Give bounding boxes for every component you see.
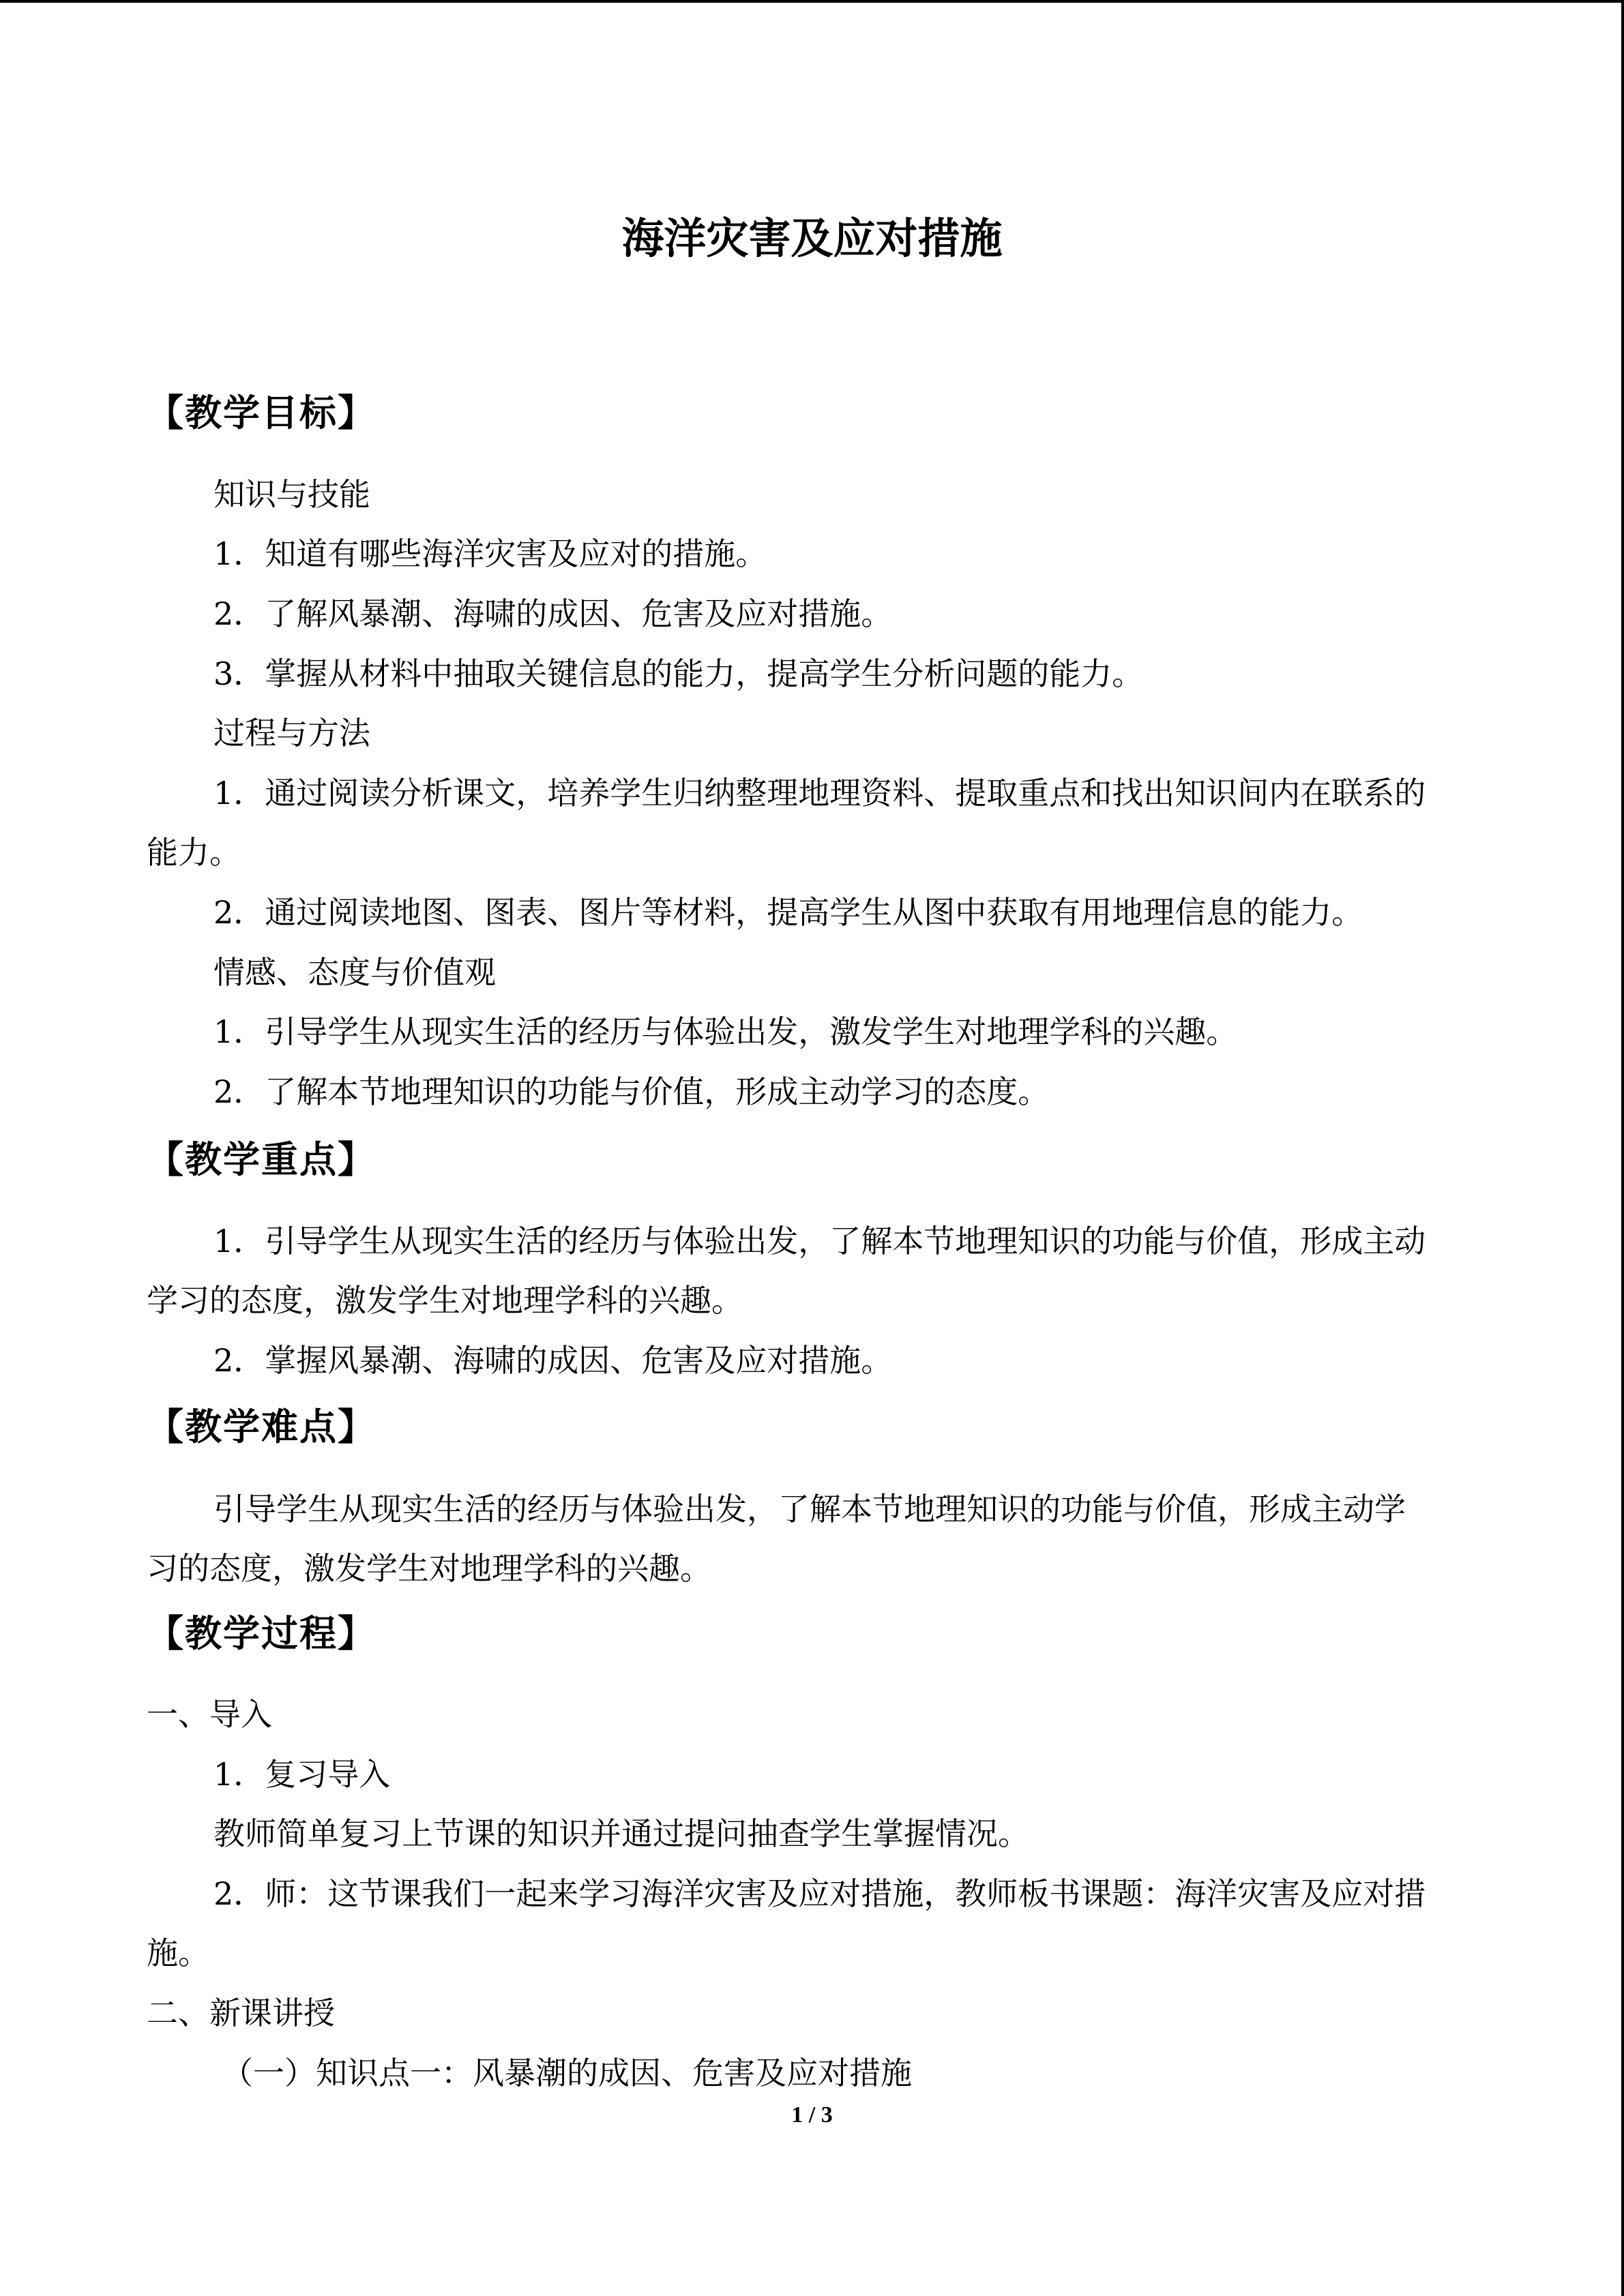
objectives-emotion-title: 情感、态度与价值观: [213, 954, 496, 991]
page-number: 1 / 3: [791, 2102, 833, 2128]
objectives-emotion-1: 1．引导学生从现实生活的经历与体验出发，激发学生对地理学科的兴趣。: [213, 1013, 1238, 1050]
page-border-right: [1621, 0, 1624, 2296]
process-review-title: 1．复习导入: [213, 1756, 391, 1793]
difficulties-text-b: 习的态度，激发学生对地理学科的兴趣。: [147, 1550, 711, 1587]
objectives-knowledge-3: 3．掌握从材料中抽取关键信息的能力，提高学生分析问题的能力。: [213, 655, 1144, 692]
process-point-1: （一）知识点一：风暴潮的成因、危害及应对措施: [222, 2055, 912, 2091]
key-points-item-2: 2．掌握风暴潮、海啸的成因、危害及应对措施。: [213, 1342, 893, 1379]
heading-difficulties: 【教学难点】: [147, 1405, 376, 1448]
process-teacher-a: 2．师：这节课我们一起来学习海洋灾害及应对措施，教师板书课题：海洋灾害及应对措: [213, 1875, 1426, 1912]
process-teacher-b: 施。: [147, 1935, 209, 1971]
objectives-process-1b: 能力。: [147, 834, 241, 871]
process-section-1: 一、导入: [147, 1696, 272, 1733]
objectives-emotion-2: 2．了解本节地理知识的功能与价值，形成主动学习的态度。: [213, 1073, 1050, 1110]
difficulties-text-a: 引导学生从现实生活的经历与体验出发，了解本节地理知识的功能与价值，形成主动学: [213, 1491, 1406, 1527]
heading-key-points: 【教学重点】: [147, 1137, 376, 1181]
document-title: 海洋灾害及应对措施: [621, 213, 1003, 263]
heading-objectives: 【教学目标】: [147, 391, 376, 434]
objectives-process-1a: 1．通过阅读分析课文，培养学生归纳整理地理资料、提取重点和找出知识间内在联系的: [213, 775, 1426, 811]
objectives-knowledge-title: 知识与技能: [213, 476, 370, 513]
objectives-process-2: 2．通过阅读地图、图表、图片等材料，提高学生从图中获取有用地理信息的能力。: [213, 894, 1363, 931]
page-border-top: [0, 0, 1624, 3]
objectives-knowledge-1: 1．知道有哪些海洋灾害及应对的措施。: [213, 535, 767, 572]
key-points-item-1a: 1．引导学生从现实生活的经历与体验出发，了解本节地理知识的功能与价值，形成主动: [213, 1223, 1426, 1259]
process-section-2: 二、新课讲授: [147, 1995, 335, 2031]
key-points-item-1b: 学习的态度，激发学生对地理学科的兴趣。: [147, 1282, 743, 1319]
objectives-process-title: 过程与方法: [213, 715, 370, 751]
objectives-knowledge-2: 2．了解风暴潮、海啸的成因、危害及应对措施。: [213, 595, 893, 632]
heading-process: 【教学过程】: [147, 1611, 376, 1655]
process-review-text: 教师简单复习上节课的知识并通过提问抽查学生掌握情况。: [213, 1815, 1029, 1852]
